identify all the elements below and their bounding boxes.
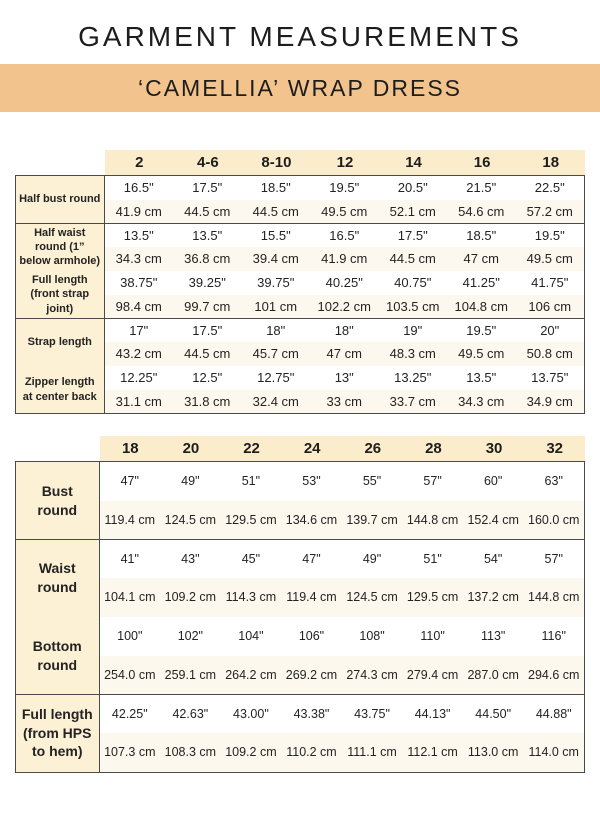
row-label: Strap length bbox=[16, 319, 105, 366]
measurement-inches: 13.5" bbox=[123, 227, 154, 243]
values-line-cm bbox=[100, 578, 585, 617]
measurement-inches: 100" bbox=[117, 629, 143, 644]
values-line-in bbox=[105, 224, 585, 248]
measurement-inches: 12.75" bbox=[257, 370, 295, 386]
measurement-cm: 104.1 cm bbox=[104, 590, 156, 605]
measurement-cm: 50.8 cm bbox=[526, 346, 573, 362]
measurement-inches: 19.5" bbox=[534, 227, 565, 243]
row-label: Full length (front strap joint) bbox=[16, 271, 105, 318]
values-line-in bbox=[105, 176, 585, 200]
measurement-inches: 104" bbox=[238, 629, 264, 644]
table-row bbox=[15, 318, 585, 367]
size-column-header: 16 bbox=[473, 154, 491, 171]
size-column-header: 28 bbox=[425, 440, 442, 457]
measurement-cm: 109.2 cm bbox=[164, 590, 217, 605]
table-row bbox=[15, 365, 585, 414]
measurement-cm: 34.3 cm bbox=[115, 251, 162, 267]
measurement-cm: 160.0 cm bbox=[528, 512, 580, 527]
measurement-inches: 17.5" bbox=[192, 180, 223, 196]
measurement-cm: 111.1 cm bbox=[347, 745, 397, 760]
measurement-inches: 38.75" bbox=[120, 275, 158, 291]
measurement-cm: 32.4 cm bbox=[252, 393, 299, 409]
measurement-cm: 101 cm bbox=[254, 298, 298, 314]
measurement-cm: 48.3 cm bbox=[389, 346, 436, 362]
table-row bbox=[15, 175, 585, 224]
measurement-cm: 113.0 cm bbox=[467, 745, 519, 760]
measurement-inches: 16.5" bbox=[329, 227, 360, 243]
measurement-cm: 269.2 cm bbox=[285, 667, 338, 682]
measurement-inches: 43" bbox=[181, 551, 200, 566]
measurement-inches: 102" bbox=[177, 629, 203, 644]
measurement-inches: 21.5" bbox=[466, 180, 497, 196]
size-column-header: 12 bbox=[336, 154, 354, 171]
measurement-cm: 274.3 cm bbox=[346, 667, 398, 682]
measurement-inches: 41.75" bbox=[531, 275, 569, 291]
measurement-inches: 108" bbox=[359, 629, 385, 644]
measurement-inches: 15.5" bbox=[260, 227, 291, 243]
measurement-inches: 17" bbox=[129, 322, 149, 338]
measurement-inches: 49" bbox=[362, 551, 382, 566]
measurement-inches: 16.5" bbox=[123, 180, 154, 196]
product-banner bbox=[0, 64, 600, 112]
measurement-inches: 20" bbox=[540, 322, 560, 338]
measurement-inches: 18" bbox=[334, 322, 354, 338]
size-header-grid bbox=[105, 150, 585, 175]
table-row bbox=[15, 694, 585, 773]
measurement-inches: 40.75" bbox=[394, 275, 432, 291]
row-label: Half waist round (1” below armhole) bbox=[16, 224, 105, 271]
measurement-inches: 19.5" bbox=[466, 322, 497, 338]
measurement-cm: 44.5 cm bbox=[252, 203, 299, 219]
measurement-cm: 36.8 cm bbox=[184, 251, 231, 267]
measurement-cm: 31.1 cm bbox=[115, 393, 162, 409]
measurement-inches: 53" bbox=[302, 474, 321, 489]
size-column-header: 14 bbox=[405, 154, 422, 171]
size-column-header: 18 bbox=[121, 440, 139, 457]
measurement-cm: 43.2 cm bbox=[115, 346, 162, 362]
values-line-cm bbox=[105, 390, 585, 414]
measurement-inches: 18" bbox=[266, 322, 286, 338]
measurement-inches: 110" bbox=[420, 629, 445, 644]
measurement-inches: 17.5" bbox=[192, 322, 223, 338]
size-column-header: 32 bbox=[546, 440, 564, 457]
measurement-cm: 134.6 cm bbox=[285, 512, 338, 527]
measurement-cm: 104.8 cm bbox=[454, 298, 508, 314]
measurement-cm: 41.9 cm bbox=[321, 251, 368, 267]
measurement-cm: 44.5 cm bbox=[184, 203, 231, 219]
size-column-header: 2 bbox=[135, 154, 144, 171]
row-label: Waist round bbox=[16, 540, 100, 617]
page bbox=[0, 21, 600, 773]
measurement-inches: 13.5" bbox=[192, 227, 223, 243]
measurement-cm: 124.5 cm bbox=[164, 512, 217, 527]
measurement-inches: 44.13" bbox=[414, 706, 451, 721]
measurement-inches: 18.5" bbox=[260, 180, 291, 196]
measurement-cm: 34.9 cm bbox=[526, 393, 573, 409]
row-values bbox=[100, 462, 585, 539]
measurement-inches: 41" bbox=[120, 551, 139, 566]
measurement-inches: 13.5" bbox=[466, 370, 497, 386]
measurement-cm: 98.4 cm bbox=[115, 298, 162, 314]
measurement-inches: 49" bbox=[181, 474, 200, 489]
row-values bbox=[105, 319, 585, 366]
row-values bbox=[105, 224, 585, 271]
values-line-in bbox=[100, 462, 585, 501]
table-row bbox=[15, 461, 585, 540]
measurement-inches: 19" bbox=[403, 322, 423, 338]
measurement-cm: 112.1 cm bbox=[407, 745, 458, 760]
size-column-header: 22 bbox=[243, 440, 260, 457]
measurement-inches: 13.75" bbox=[531, 370, 569, 386]
measurement-inches: 22.5" bbox=[534, 180, 565, 196]
measurement-inches: 43.00" bbox=[233, 706, 269, 721]
measurement-cm: 264.2 cm bbox=[225, 667, 277, 682]
measurement-cm: 152.4 cm bbox=[467, 512, 519, 527]
measurement-inches: 18.5" bbox=[466, 227, 497, 243]
measurement-cm: 33.7 cm bbox=[389, 393, 436, 409]
measurement-cm: 47 cm bbox=[326, 346, 362, 362]
measurement-inches: 12.25" bbox=[120, 370, 158, 386]
measurement-inches: 47" bbox=[120, 474, 139, 489]
measurement-cm: 129.5 cm bbox=[406, 590, 459, 605]
measurement-cm: 31.8 cm bbox=[184, 393, 231, 409]
row-values bbox=[100, 695, 585, 772]
measurement-inches: 12.5" bbox=[192, 370, 223, 386]
size-column-header: 8-10 bbox=[261, 154, 292, 171]
measurement-inches: 60" bbox=[483, 474, 503, 489]
measurement-cm: 119.4 cm bbox=[286, 590, 337, 605]
measurement-cm: 54.6 cm bbox=[458, 203, 505, 219]
measurement-inches: 20.5" bbox=[397, 180, 428, 196]
measurement-inches: 13" bbox=[334, 370, 354, 386]
measurement-table-sizes-18-32 bbox=[15, 436, 585, 773]
measurement-cm: 45.7 cm bbox=[252, 346, 299, 362]
size-header-grid bbox=[100, 436, 585, 461]
values-line-cm bbox=[100, 656, 585, 695]
values-line-in bbox=[105, 271, 585, 295]
size-column-header: 20 bbox=[182, 440, 200, 457]
table-row bbox=[15, 616, 585, 695]
row-label: Bust round bbox=[16, 462, 100, 539]
measurement-cm: 106 cm bbox=[528, 298, 572, 314]
row-label: Zipper length at center back bbox=[16, 366, 105, 413]
row-label: Half bust round bbox=[16, 176, 105, 223]
product-title: ‘CAMELLIA’ WRAP DRESS bbox=[137, 74, 463, 101]
measurement-inches: 13.25" bbox=[394, 370, 432, 386]
table-row bbox=[15, 223, 585, 272]
measurement-cm: 137.2 cm bbox=[467, 590, 519, 605]
measurement-inches: 19.5" bbox=[329, 180, 360, 196]
measurement-inches: 57" bbox=[423, 474, 442, 489]
measurement-cm: 144.8 cm bbox=[406, 512, 459, 527]
measurement-inches: 55" bbox=[362, 474, 382, 489]
measurement-inches: 42.25" bbox=[111, 706, 148, 721]
values-line-cm bbox=[105, 200, 585, 224]
measurement-cm: 99.7 cm bbox=[184, 298, 231, 314]
values-line-in bbox=[100, 540, 585, 579]
measurement-cm: 114.0 cm bbox=[528, 745, 579, 760]
measurement-cm: 49.5 cm bbox=[526, 251, 573, 267]
size-column-header: 30 bbox=[485, 440, 503, 457]
row-values bbox=[100, 540, 585, 617]
measurement-cm: 44.5 cm bbox=[184, 346, 231, 362]
measurement-inches: 43.75" bbox=[354, 706, 390, 721]
measurement-cm: 47 cm bbox=[463, 251, 499, 267]
values-line-cm bbox=[105, 295, 585, 319]
measurement-inches: 113" bbox=[480, 629, 506, 644]
size-column-header: 18 bbox=[542, 154, 560, 171]
row-values bbox=[100, 617, 585, 694]
values-line-cm bbox=[105, 342, 585, 366]
measurement-cm: 49.5 cm bbox=[458, 346, 505, 362]
size-column-header: 26 bbox=[364, 440, 382, 457]
size-header-row bbox=[100, 436, 585, 461]
measurement-cm: 39.4 cm bbox=[252, 251, 299, 267]
values-line-in bbox=[100, 617, 585, 656]
values-line-in bbox=[105, 319, 585, 343]
measurement-cm: 102.2 cm bbox=[317, 298, 371, 314]
measurement-inches: 47" bbox=[302, 551, 321, 566]
measurement-cm: 139.7 cm bbox=[346, 512, 398, 527]
measurement-cm: 107.3 cm bbox=[104, 745, 156, 760]
measurement-inches: 42.63" bbox=[172, 706, 209, 721]
size-column-header: 4-6 bbox=[197, 154, 219, 171]
measurement-cm: 124.5 cm bbox=[346, 590, 398, 605]
measurement-inches: 17.5" bbox=[397, 227, 428, 243]
size-column-header: 24 bbox=[303, 440, 321, 457]
measurement-cm: 254.0 cm bbox=[104, 667, 156, 682]
measurement-cm: 287.0 cm bbox=[467, 667, 519, 682]
measurement-inches: 45" bbox=[241, 551, 261, 566]
measurement-inches: 54" bbox=[483, 551, 503, 566]
measurement-cm: 279.4 cm bbox=[406, 667, 459, 682]
values-line-cm bbox=[100, 733, 585, 772]
values-line-cm bbox=[100, 501, 585, 540]
measurement-inches: 39.25" bbox=[188, 275, 226, 291]
measurement-inches: 57" bbox=[544, 551, 563, 566]
measurement-inches: 51" bbox=[241, 474, 261, 489]
measurement-cm: 103.5 cm bbox=[386, 298, 440, 314]
measurement-cm: 108.3 cm bbox=[164, 745, 217, 760]
measurement-cm: 119.4 cm bbox=[104, 512, 156, 527]
page-title: GARMENT MEASUREMENTS bbox=[78, 21, 522, 52]
measurement-cm: 114.3 cm bbox=[225, 590, 277, 605]
table-row bbox=[15, 270, 585, 319]
measurement-inches: 44.50" bbox=[475, 706, 512, 721]
measurement-cm: 109.2 cm bbox=[225, 745, 277, 760]
measurement-inches: 116" bbox=[541, 629, 566, 644]
measurement-inches: 40.25" bbox=[325, 275, 363, 291]
size-header-row bbox=[105, 150, 585, 175]
measurement-inches: 43.38" bbox=[293, 706, 330, 721]
measurement-cm: 259.1 cm bbox=[164, 667, 217, 682]
measurement-cm: 34.3 cm bbox=[458, 393, 505, 409]
measurement-cm: 110.2 cm bbox=[286, 745, 337, 760]
row-values bbox=[105, 176, 585, 223]
row-values bbox=[105, 366, 585, 413]
measurement-cm: 294.6 cm bbox=[528, 667, 580, 682]
row-label: Full length (from HPS to hem) bbox=[16, 695, 100, 772]
measurement-cm: 44.5 cm bbox=[389, 251, 436, 267]
measurement-inches: 39.75" bbox=[257, 275, 295, 291]
measurement-table-sizes-2-18 bbox=[15, 150, 585, 414]
measurement-inches: 51" bbox=[423, 551, 442, 566]
measurement-inches: 106" bbox=[298, 629, 325, 644]
measurement-cm: 41.9 cm bbox=[115, 203, 162, 219]
values-line-cm bbox=[105, 247, 585, 271]
measurement-cm: 52.1 cm bbox=[389, 203, 436, 219]
measurement-cm: 49.5 cm bbox=[321, 203, 368, 219]
values-line-in bbox=[100, 695, 585, 734]
measurement-cm: 144.8 cm bbox=[528, 590, 580, 605]
row-label: Bottom round bbox=[16, 617, 100, 694]
values-line-in bbox=[105, 366, 585, 390]
measurement-inches: 41.25" bbox=[462, 275, 500, 291]
measurement-cm: 129.5 cm bbox=[225, 512, 277, 527]
row-values bbox=[105, 271, 585, 318]
measurement-cm: 33 cm bbox=[326, 393, 362, 409]
measurement-cm: 57.2 cm bbox=[526, 203, 573, 219]
table-row bbox=[15, 539, 585, 618]
measurement-inches: 44.88" bbox=[535, 706, 572, 721]
measurement-inches: 63" bbox=[544, 474, 563, 489]
